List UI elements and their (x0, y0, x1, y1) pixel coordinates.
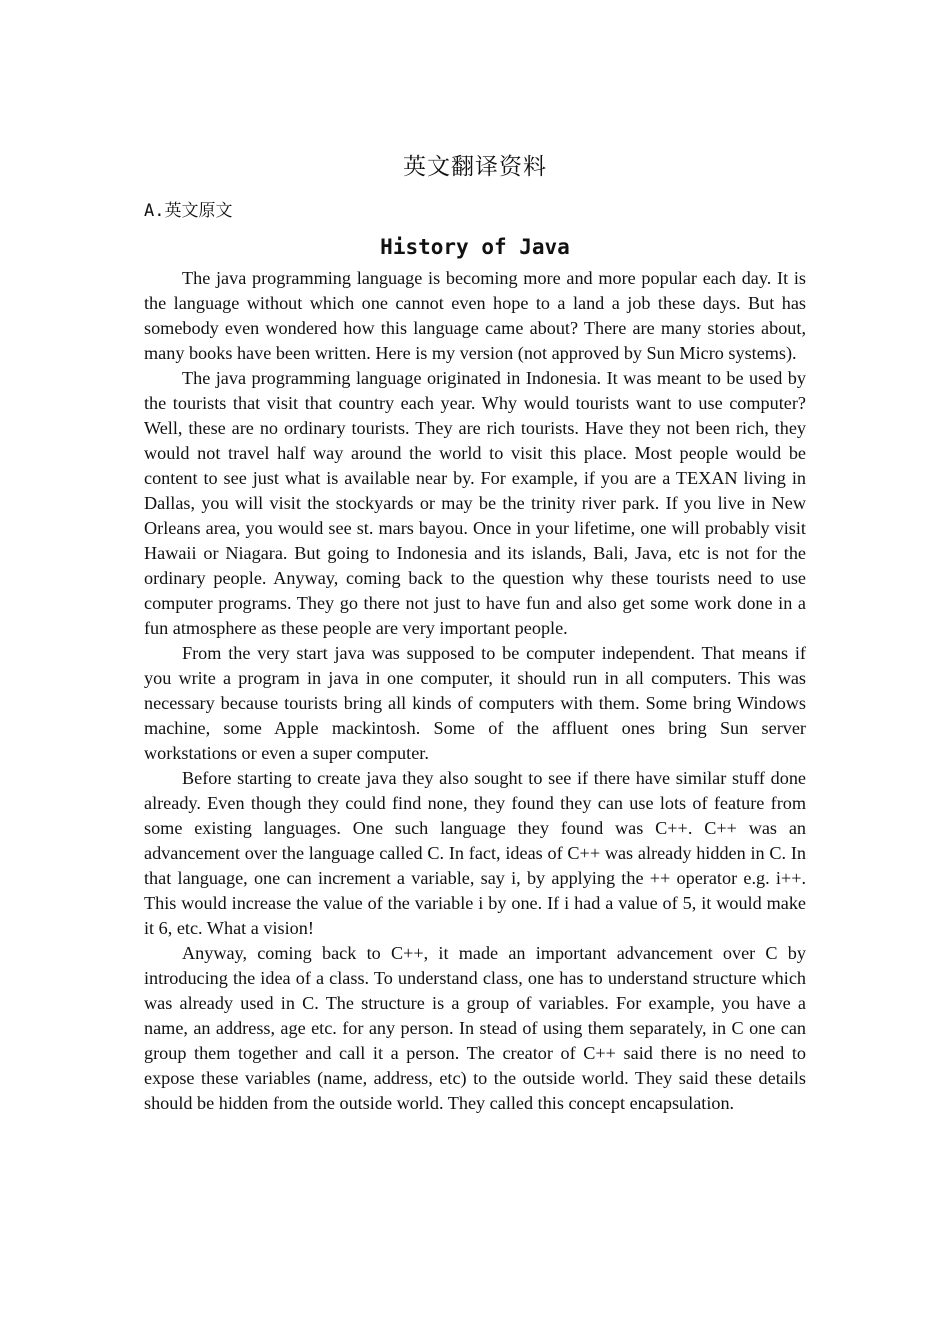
paragraph: Anyway, coming back to C++, it made an important advancement over C by introducing the idea of a class. To understand class, one has to understand structure which was already used in C. The structure is a group of variables. For example, you have a name, an address, age etc. for any person. In stead of using them separately, in C one can group them together and call it a person. The creator of C++ said there is no need to expose these variables (name, address, etc) to the outside world. They said these details should be hidden from the outside world. They called this concept encapsulation. (144, 943, 806, 1113)
document-page (144, 150, 806, 1116)
section-label: A.英文原文 (144, 201, 233, 221)
paragraph: Before starting to create java they also sought to see if there have similar stuff done already. Even though they could find none, they found they can use lots of feature from some existing languages. One such language they found was C++. C++ was an advancement over the language called C. In fact, ideas of C++ was already hidden in C. In that language, one can increment a variable, say i, by applying the ++ operator e.g. i++. This would increase the value of the variable i by one. If i had a value of 5, it would make it 6, etc. What a vision! (144, 768, 806, 938)
article-title: History of Java (380, 235, 570, 259)
paragraph: The java programming language originated in Indonesia. It was meant to be used by the tourists that visit that country each year. Why would tourists want to use computer? Well, these are no ordinary tourists. They are rich tourists. Have they not been rich, they would not travel half way around the world to visit this place. Most people would be content to see just what is available near by. For example, if you are a TEXAN living in Dallas, you will visit the stockyards or may be the trinity river park. If you live in New Orleans area, you would see st. mars bayou. Once in your lifetime, one will probably visit Hawaii or Niagara. But going to Indonesia and its islands, Bali, Java, etc is not for the ordinary people. Anyway, coming back to the question why these tourists need to use computer programs. They go there not just to have fun and also get some work done in a fun atmosphere as these people are very important people. (144, 368, 806, 638)
paragraph: The java programming language is becoming more and more popular each day. It is the language without which one cannot even hope to a land a job these days. But has somebody even wondered how this language came about? There are many stories about, many books have been written. Here is my version (not approved by Sun Micro systems). (144, 268, 806, 363)
paragraph: From the very start java was supposed to be computer independent. That means if you write a program in java in one computer, it should run in all computers. This was necessary because tourists bring all kinds of computers with them. Some bring Windows machine, some Apple mackintosh. Some of the affluent ones bring Sun server workstations or even a super computer. (144, 643, 806, 763)
document-title: 英文翻译资料 (403, 154, 547, 180)
